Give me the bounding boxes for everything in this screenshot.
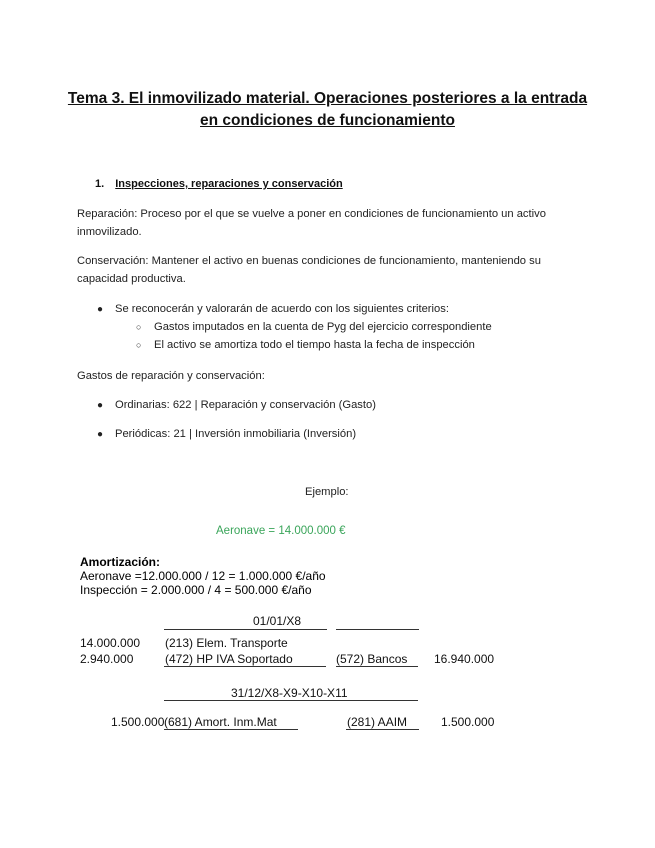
- title-line-2: en condiciones de funcionamiento: [200, 112, 455, 129]
- journal2-date: 31/12/X8-X9-X10-X11: [231, 686, 348, 700]
- bullet-dot: ●: [97, 304, 104, 315]
- journal2-debit-amount: 1.500.000: [111, 715, 165, 729]
- amortizacion-line-1: Aeronave =12.000.000 / 12 = 1.000.000 €/año: [80, 569, 326, 583]
- bullet-criteria: [97, 300, 449, 319]
- sub-bullet-circle: ○: [136, 340, 142, 350]
- title-line-1: Tema 3. El inmovilizado material. Operaciones posteriores a la entrada: [67, 90, 588, 107]
- example-label: Ejemplo:: [305, 486, 349, 498]
- sub-bullet-1: [136, 318, 492, 336]
- journal2-debit-underline: [164, 729, 298, 730]
- journal1-credit-underline: [336, 666, 418, 667]
- journal1-debit-amount-1: 14.000.000: [80, 636, 141, 650]
- paragraph-conservacion: Conservación: Mantener el activo en buenas condiciones de funcionamiento, manteniendo su capacidad productiva.: [77, 255, 541, 285]
- journal2-divider: [164, 700, 418, 701]
- paragraph-gastos: Gastos de reparación y conservación:: [77, 370, 265, 382]
- journal1-credit-amount: 16.940.000: [434, 652, 495, 666]
- section-number: 1.: [95, 178, 105, 190]
- journal1-divider-left: [164, 629, 327, 630]
- sub-bullet-circle: ○: [136, 322, 142, 332]
- journal1-debit-amount-2: 2.940.000: [80, 652, 134, 666]
- section-heading: [95, 178, 343, 190]
- journal1-date: 01/01/X8: [253, 614, 302, 628]
- bullet-periodicas-text: Periódicas: 21 | Inversión inmobiliaria (Inversión): [115, 428, 357, 440]
- amortizacion-heading: Amortización:: [80, 555, 161, 569]
- journal2-credit-account: (281) AAIM: [347, 715, 408, 729]
- bullet-dot: ●: [97, 400, 104, 411]
- journal2-credit-amount: 1.500.000: [441, 715, 495, 729]
- bullet-dot: ●: [97, 429, 104, 440]
- bullet-ordinarias-text: Ordinarias: 622 | Reparación y conservación (Gasto): [115, 399, 376, 411]
- journal1-debit-underline: [164, 666, 326, 667]
- journal1-debit-account-2: (472) HP IVA Soportado: [165, 652, 293, 666]
- sub-bullet-2: [136, 336, 475, 354]
- journal1-debit-account-1: (213) Elem. Transporte: [165, 636, 288, 650]
- aeronave-value: Aeronave = 14.000.000 €: [216, 525, 346, 537]
- page-title: [60, 88, 595, 132]
- sub-bullet-1-text: Gastos imputados en la cuenta de Pyg del ejercicio correspondiente: [154, 321, 492, 333]
- journal1-divider-right: [336, 629, 419, 630]
- amortizacion-line-2: Inspección = 2.000.000 / 4 = 500.000 €/año: [80, 583, 312, 597]
- paragraph-reparacion: Reparación: Proceso por el que se vuelve a poner en condiciones de funcionamiento un activo inmovilizado.: [77, 208, 546, 238]
- bullet-criteria-text: Se reconocerán y valorarán de acuerdo con los siguientes criterios:: [115, 303, 449, 315]
- journal2-debit-account: (681) Amort. Inm.Mat: [164, 715, 277, 729]
- bullet-periodicas: [97, 425, 356, 444]
- section-title: Inspecciones, reparaciones y conservación: [115, 178, 343, 190]
- journal1-credit-account: (572) Bancos: [336, 652, 408, 666]
- bullet-ordinarias: [97, 396, 376, 415]
- journal2-credit-underline: [346, 729, 419, 730]
- amortizacion-block: [80, 555, 326, 597]
- sub-bullet-2-text: El activo se amortiza todo el tiempo hasta la fecha de inspección: [154, 339, 475, 351]
